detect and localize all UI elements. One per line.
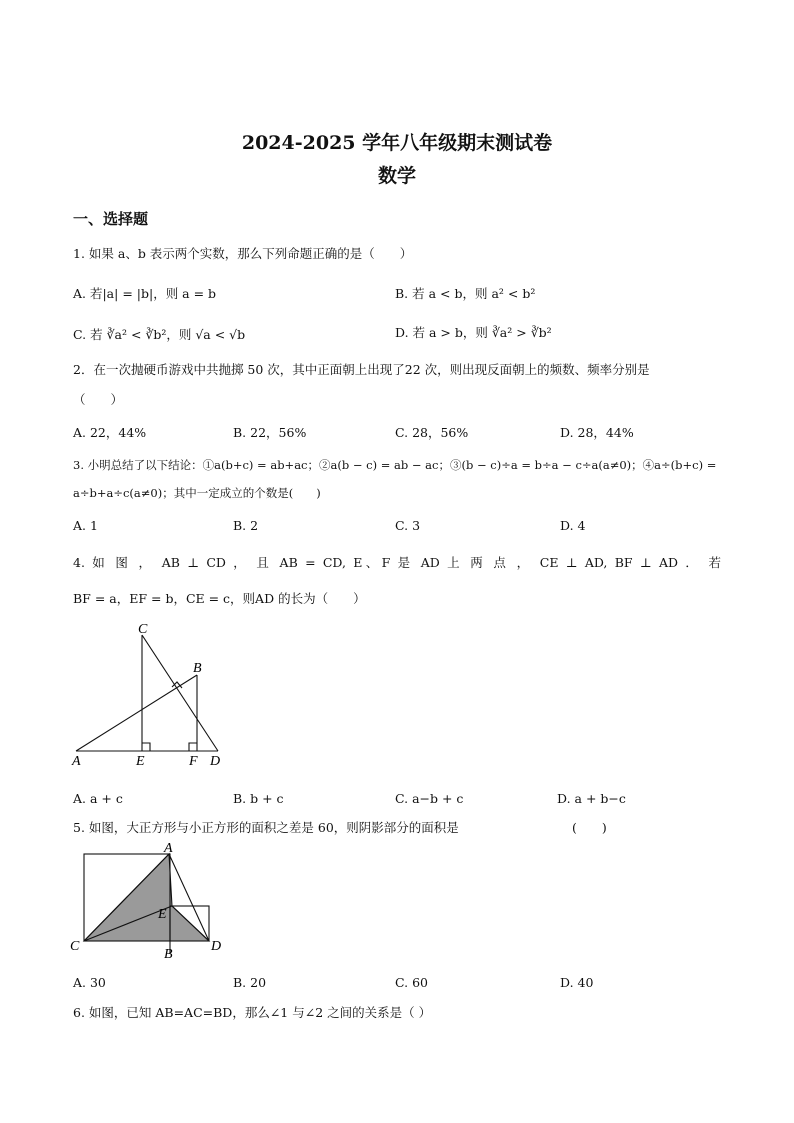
label-b: B — [193, 661, 202, 676]
question-4-line-1: 4. 如 图 ， AB ⊥ CD ， 且 AB = CD, E、F 是 AD 上 两 点 ， CE ⊥ AD, BF ⊥ AD ． 若 — [73, 555, 721, 570]
question-4-option-b: B. b + c — [233, 791, 284, 806]
question-2-stem: 2．在一次抛硬币游戏中共抛掷 50 次，其中正面朝上出现了22 次，则出现反面朝上的频数、频率分别是 — [73, 362, 650, 377]
question-2-option-a: A. 22，44% — [73, 425, 147, 440]
label-d: D — [210, 754, 221, 768]
question-3-option-a: A. 1 — [73, 518, 98, 533]
question-5-option-b: B. 20 — [233, 975, 267, 990]
exam-title: 2024-2025 学年八年级期末测试卷 — [241, 132, 553, 154]
question-2-paren: （ ） — [73, 392, 124, 407]
question-2-option-c: C. 28，56% — [395, 425, 469, 440]
question-5-figure — [66, 842, 236, 964]
question-5-option-a: A. 30 — [73, 975, 106, 990]
question-4-option-d: D. a + b−c — [557, 791, 626, 806]
question-5-stem: 5. 如图，大正方形与小正方形的面积之差是 60，则阴影部分的面积是 — [73, 820, 459, 835]
label-d: D — [211, 939, 222, 954]
question-4-line-2: BF = a，EF = b，CE = c，则AD 的长为（ ） — [73, 591, 366, 606]
label-c: C — [70, 939, 80, 954]
question-1-option-a: A. 若|a| = |b|，则 a = b — [73, 286, 217, 301]
question-1-option-c: C. 若 ∛a² < ∛b²，则 √a < √b — [73, 327, 246, 342]
section-heading: 一、选择题 — [73, 210, 149, 228]
question-3-option-d: D. 4 — [560, 518, 586, 533]
question-3-option-b: B. 2 — [233, 518, 259, 533]
right-angle-f — [189, 743, 197, 751]
question-5-option-c: C. 60 — [395, 975, 428, 990]
question-5-paren: ( ) — [572, 820, 607, 835]
question-2-option-d: D. 28，44% — [560, 425, 634, 440]
question-3-line-2: a÷b+a÷c(a≠0)；其中一定成立的个数是( ) — [73, 486, 321, 500]
question-4-option-c: C. a−b + c — [395, 791, 464, 806]
question-1-stem: 1. 如果 a、b 表示两个实数，那么下列命题正确的是（ ） — [73, 246, 413, 261]
label-a: A — [164, 842, 173, 856]
question-6-stem: 6. 如图，已知 AB=AC=BD，那么∠1 与∠2 之间的关系是（ ） — [73, 1005, 432, 1020]
shaded-region — [84, 854, 209, 941]
question-3-option-c: C. 3 — [395, 518, 421, 533]
question-1-option-d: D. 若 a > b，则 ∛a² > ∛b² — [395, 325, 552, 340]
label-e: E — [158, 907, 167, 922]
right-angle-e — [142, 743, 150, 751]
segment-ab — [76, 675, 197, 751]
question-3-line-1: 3. 小明总结了以下结论：①a(b+c) = ab+ac；②a(b − c) = ab − ac；③(b − c)÷a = b÷a − c÷a(a≠0)；④a÷(b+c) = — [73, 458, 717, 472]
subject-title: 数学 — [377, 165, 416, 187]
label-c: C — [138, 622, 148, 637]
label-a: A — [72, 754, 81, 768]
segment-cd — [142, 635, 218, 751]
label-b: B — [164, 947, 173, 962]
question-1-option-b: B. 若 a < b，则 a² < b² — [395, 286, 536, 301]
label-f: F — [189, 754, 198, 768]
question-4-option-a: A. a + c — [73, 791, 123, 806]
question-5-option-d: D. 40 — [560, 975, 594, 990]
question-2-option-b: B. 22，56% — [233, 425, 307, 440]
label-e: E — [136, 754, 145, 768]
question-4-figure — [68, 618, 238, 768]
